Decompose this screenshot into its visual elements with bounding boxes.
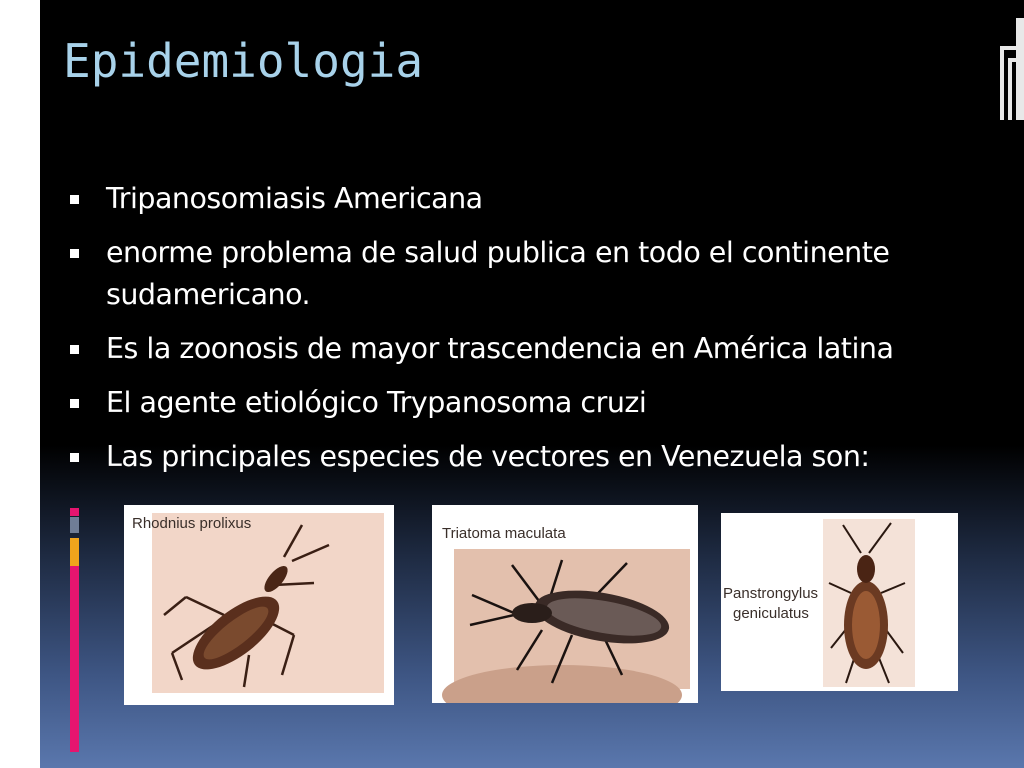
image-caption-line-2: geniculatus [733,605,809,622]
square-bullet-icon [70,399,79,408]
square-bullet-icon [70,345,79,354]
panstrongylus-geniculatus-photo [721,513,958,691]
square-bullet-icon [70,453,79,462]
bullet-text: Tripanosomiasis Americana [106,182,483,215]
image-caption-line-1: Panstrongylus [723,585,819,602]
left-white-strip [0,0,40,768]
bullet-text: Las principales especies de vectores en Venezuela son: [106,440,870,473]
slide-title: Epidemiologia [63,34,424,88]
accent-bar-gray [70,517,79,533]
bullet-text: Es la zoonosis de mayor trascendencia en América latina [106,332,894,365]
bullet-item [68,382,1008,424]
image-caption: Rhodnius prolixus [132,515,252,532]
bullet-text: El agente etiológico Trypanosoma cruzi [106,386,647,419]
bullet-list [68,178,1008,490]
insect-illustration-rhodnius [124,505,394,705]
bullet-item [68,436,1008,478]
bullet-item [68,178,1008,220]
rhodnius-prolixus-photo [124,505,394,705]
title-decoration [1000,18,1024,120]
insect-illustration-panstrongylus [721,513,958,691]
accent-bar-orange [70,538,79,566]
bullet-item [68,328,1008,370]
accent-bar-pink-top [70,508,79,516]
square-bullet-icon [70,249,79,258]
square-bullet-icon [70,195,79,204]
bullet-text: enorme problema de salud publica en todo el continente sudamericano. [106,236,890,311]
image-caption: Triatoma maculata [442,525,566,542]
triatoma-maculata-photo [432,505,698,703]
accent-bar-pink [70,566,79,752]
bullet-item [68,232,1008,316]
